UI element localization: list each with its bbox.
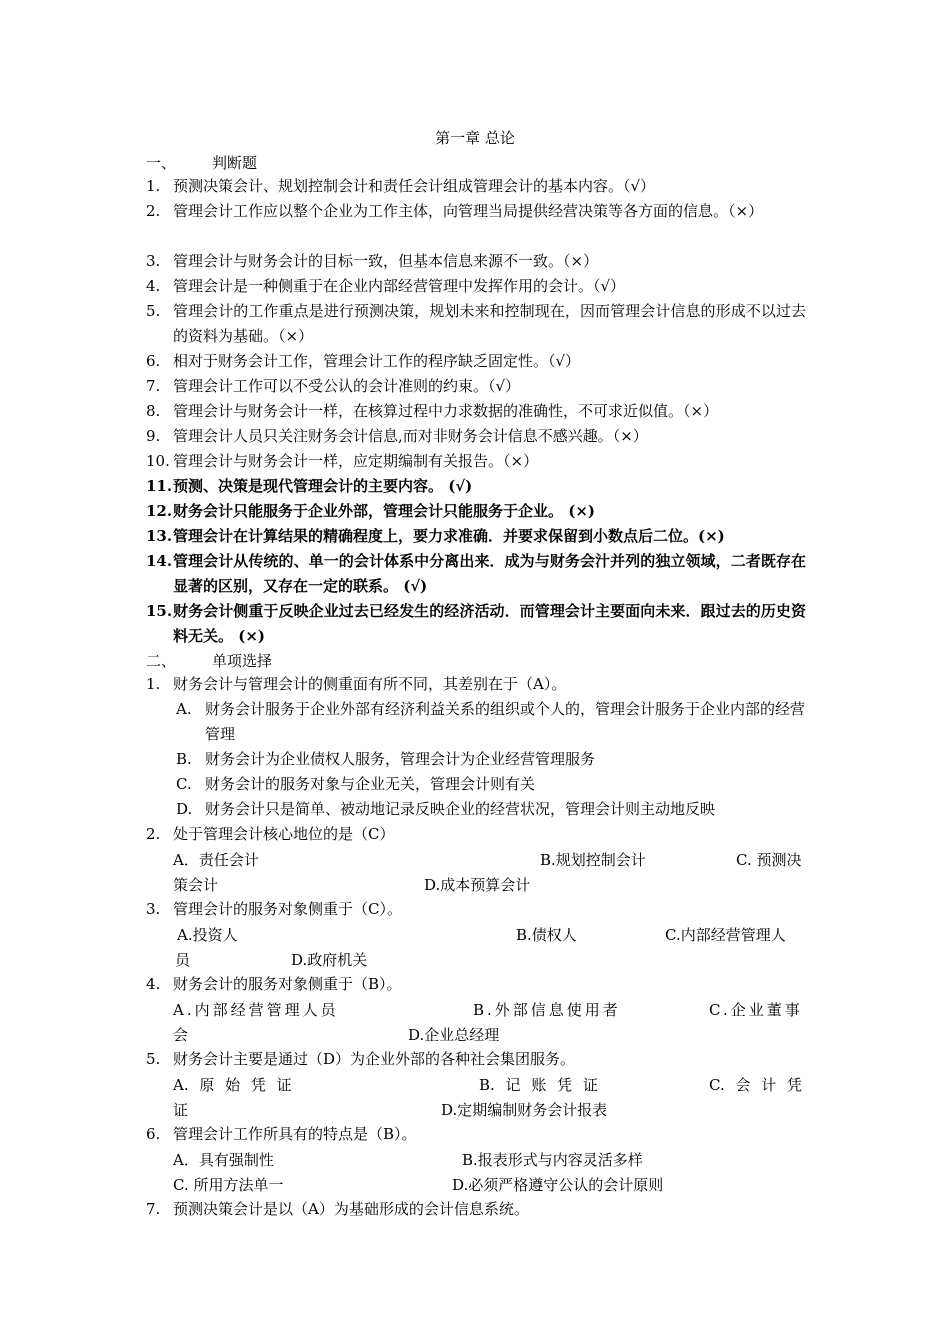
question-text: 预测决策会计、规划控制会计和责任会计组成管理会计的基本内容。（√） — [173, 177, 656, 195]
question-number: 14. — [146, 552, 173, 570]
option-b: B. 记 账 凭 证 — [479, 1076, 598, 1094]
question-number: 5. — [146, 1050, 161, 1068]
tf-question — [146, 349, 806, 374]
question-number: 5. — [146, 302, 161, 320]
question-text: 预测、决策是现代管理会计的主要内容。 (√) — [173, 477, 473, 495]
chapter-title: 第一章 总论 — [435, 129, 515, 147]
question-number: 1. — [146, 177, 161, 195]
mc-question — [146, 672, 806, 697]
mc-question — [146, 897, 806, 922]
option-text: 财务会计的服务对象与企业无关，管理会计则有关 — [205, 775, 536, 793]
question-number: 4. — [146, 975, 161, 993]
section-label: 判断题 — [212, 154, 258, 172]
mc-question — [146, 1197, 806, 1222]
section-label: 单项选择 — [212, 652, 273, 670]
option-d: D.定期编制财务会计报表 — [441, 1101, 608, 1119]
question-text: 财务会计的服务对象侧重于（B）。 — [173, 975, 402, 993]
question-text: 财务会计与管理会计的侧重面有所不同，其差别在于（A）。 — [173, 675, 567, 693]
tf-question — [146, 449, 806, 474]
tf-question — [146, 524, 806, 549]
option-a: A．责任会计 — [173, 851, 259, 869]
mc-option — [176, 697, 806, 747]
question-number: 3. — [146, 900, 161, 918]
question-text: 财务会计主要是通过（D）为企业外部的各种社会集团服务。 — [173, 1050, 576, 1068]
question-number: 13. — [146, 527, 173, 545]
question-number: 9. — [146, 427, 161, 445]
section-number: 二、 — [146, 652, 177, 670]
tf-question — [146, 174, 806, 199]
tf-question — [146, 424, 806, 449]
question-text: 管理会计与财务会计一样，应定期编制有关报告。（×） — [173, 452, 539, 470]
section-number: 一、 — [146, 154, 177, 172]
option-a: A．具有强制性 — [173, 1151, 274, 1169]
question-number: 7. — [146, 1200, 161, 1218]
question-text: 管理会计在计算结果的精确程度上，要力求准确．并要求保留到小数点后二位。(×) — [173, 527, 725, 545]
tf-question — [146, 599, 806, 649]
question-number: 6. — [146, 352, 161, 370]
question-text: 管理会计是一种侧重于在企业内部经营管理中发挥作用的会计。（√） — [173, 277, 626, 295]
option-text: 财务会计为企业债权人服务，管理会计为企业经营管理服务 — [205, 750, 596, 768]
mc-option — [176, 797, 806, 822]
option-d: D.政府机关 — [291, 951, 368, 969]
question-text: 管理会计的工作重点是进行预测决策，规划未来和控制现在，因而管理会计信息的形成不以过去的资料为基础。（×） — [173, 302, 806, 345]
option-text: 财务会计只是简单、被动地记录反映企业的经营状况，管理会计则主动地反映 — [205, 800, 716, 818]
option-c: C.企业董事 — [709, 1001, 803, 1019]
mc-option — [176, 747, 806, 772]
option-c: C. 所用方法单一 — [173, 1176, 284, 1194]
question-text: 管理会计工作可以不受公认的会计准则的约束。（√） — [173, 377, 521, 395]
option-b: B.债权人 — [516, 926, 577, 944]
question-text: 管理会计从传统的、单一的会计体系中分离出来．成为与财务会汁并列的独立领域，二者既存在显著的区别，又存在一定的联系。 (√) — [173, 552, 806, 595]
question-text: 管理会计工作应以整个企业为工作主体，向管理当局提供经营决策等各方面的信息。（×） — [173, 202, 764, 220]
tf-question — [146, 399, 806, 424]
question-number: 7. — [146, 377, 161, 395]
tf-question — [146, 374, 806, 399]
tf-question — [146, 274, 806, 299]
question-text: 管理会计工作所具有的特点是（B）。 — [173, 1125, 417, 1143]
option-c-wrap: 策会计 — [173, 876, 219, 894]
question-number: 3. — [146, 252, 161, 270]
tf-question — [146, 199, 806, 224]
option-c-wrap: 证 — [173, 1101, 189, 1119]
question-text: 管理会计与财务会计一样，在核算过程中力求数据的准确性，不可求近似值。（×） — [173, 402, 719, 420]
option-d: D.必须严格遵守公认的会计原则 — [452, 1176, 664, 1194]
option-letter: A. — [176, 700, 192, 718]
question-number: 2. — [146, 202, 161, 220]
tf-question — [146, 474, 806, 499]
option-c-wrap: 会 — [173, 1026, 189, 1044]
tf-question — [146, 249, 806, 274]
option-b: B.报表形式与内容灵活多样 — [462, 1151, 643, 1169]
mc-option — [176, 772, 806, 797]
option-letter: D. — [176, 800, 193, 818]
question-number: 1. — [146, 675, 161, 693]
question-number: 8. — [146, 402, 161, 420]
option-c-wrap: 员 — [175, 951, 191, 969]
question-text: 相对于财务会计工作，管理会计工作的程序缺乏固定性。（√） — [173, 352, 581, 370]
option-b: B.规划控制会计 — [540, 851, 646, 869]
question-number: 4. — [146, 277, 161, 295]
question-number: 15. — [146, 602, 173, 620]
option-a: A.投资人 — [177, 926, 238, 944]
mc-question — [146, 972, 806, 997]
option-b: B.外部信息使用者 — [473, 1001, 621, 1019]
question-number: 10. — [146, 452, 170, 470]
tf-question — [146, 499, 806, 524]
option-letter: B. — [176, 750, 192, 768]
question-number: 11. — [146, 477, 173, 495]
option-d: D.成本预算会计 — [424, 876, 531, 894]
tf-question — [146, 299, 806, 349]
option-d: D.企业总经理 — [408, 1026, 500, 1044]
option-letter: C. — [176, 775, 192, 793]
question-number: 12. — [146, 502, 173, 520]
tf-question — [146, 549, 806, 599]
mc-question — [146, 822, 806, 847]
question-text: 财务会计侧重于反映企业过去已经发生的经济活动．而管理会计主要面向未来．跟过去的历史资料无关。 (×) — [173, 602, 806, 645]
option-c: C.内部经营管理人 — [665, 926, 786, 944]
question-text: 预测决策会计是以（A）为基础形成的会计信息系统。 — [173, 1200, 529, 1218]
question-text: 财务会计只能服务于企业外部，管理会计只能服务于企业。 (×) — [173, 502, 595, 520]
option-a: A. 原 始 凭 证 — [173, 1076, 292, 1094]
question-number: 6. — [146, 1125, 161, 1143]
question-text: 管理会计的服务对象侧重于（C）。 — [173, 900, 402, 918]
question-number: 2. — [146, 825, 161, 843]
option-c: C. 预测决 — [736, 851, 802, 869]
section-heading-single-choice — [146, 650, 272, 672]
option-text: 财务会计服务于企业外部有经济利益关系的组织或个人的，管理会计服务于企业内部的经营管理 — [205, 700, 806, 743]
mc-question — [146, 1122, 806, 1147]
question-text: 管理会计与财务会计的目标一致，但基本信息来源不一致。（×） — [173, 252, 599, 270]
option-a: A.内部经营管理人员 — [173, 1001, 339, 1019]
section-heading-true-false — [146, 152, 257, 174]
question-text: 管理会计人员只关注财务会计信息,而对非财务会计信息不感兴趣。（×） — [173, 427, 648, 445]
mc-question — [146, 1047, 806, 1072]
option-c: C. 会 计 凭 — [709, 1076, 803, 1094]
question-text: 处于管理会计核心地位的是（C） — [173, 825, 395, 843]
